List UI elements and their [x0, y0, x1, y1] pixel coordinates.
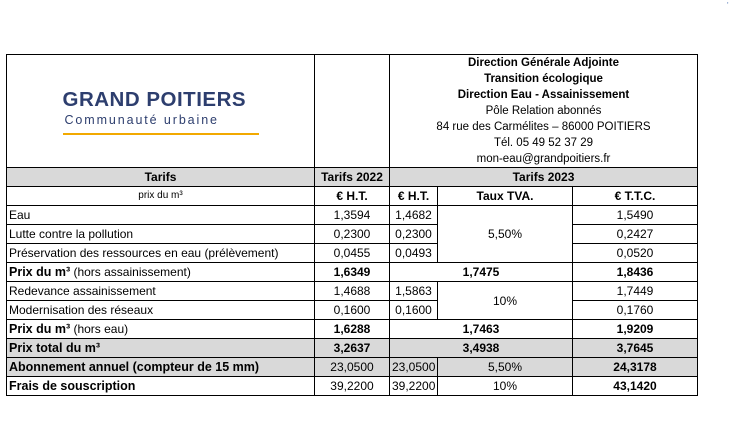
value-ht-2023: 1,4682 — [390, 206, 438, 225]
value-ttc: 1,8436 — [573, 263, 698, 282]
value-ht-2022: 1,6288 — [315, 320, 390, 339]
value-ht-2022: 1,3594 — [315, 206, 390, 225]
row-label: Lutte contre la pollution — [7, 225, 315, 244]
row-label — [7, 320, 315, 339]
logo-underline — [63, 133, 259, 135]
tarifs-header: Tarifs — [7, 168, 315, 187]
value-ht-2023: 0,1600 — [390, 301, 438, 320]
tva-rate-group-1: 5,50% — [438, 206, 573, 263]
total-row — [7, 339, 698, 358]
contact-line-2: Transition écologique — [484, 73, 603, 85]
taux-tva-header: Taux TVA. — [438, 187, 573, 206]
logo-cell — [7, 55, 315, 168]
title-row — [7, 168, 698, 187]
header-row — [7, 55, 698, 168]
value-ht-2022: 0,2300 — [315, 225, 390, 244]
eur-ht-2023-header: € H.T. — [390, 187, 438, 206]
table-row — [7, 301, 698, 320]
value-ht-2022: 1,6349 — [315, 263, 390, 282]
value-ttc: 1,7449 — [573, 282, 698, 301]
tarifs-2022-header: Tarifs 2022 — [315, 168, 390, 187]
subtotal-row — [7, 263, 698, 282]
table-row — [7, 206, 698, 225]
row-label-bold: Prix du m³ — [9, 322, 71, 336]
value-ttc: 24,3178 — [573, 358, 698, 377]
value-ht-2022: 23,0500 — [315, 358, 390, 377]
value-ht-2023: 0,0493 — [390, 244, 438, 263]
value-ht-2023: 0,2300 — [390, 225, 438, 244]
row-label — [7, 263, 315, 282]
value-ttc: 1,9209 — [573, 320, 698, 339]
tva-rate-group-2: 10% — [438, 282, 573, 320]
contact-phone: Tél. 05 49 52 37 29 — [493, 137, 594, 149]
row-label: Prix total du m³ — [7, 339, 315, 358]
logo-name: GRAND POITIERS — [62, 87, 247, 111]
row-label-rest: (hors eau) — [70, 322, 129, 336]
empty-header-cell — [315, 55, 390, 168]
table-row — [7, 358, 698, 377]
value-ttc: 43,1420 — [573, 377, 698, 396]
tva-rate: 10% — [438, 377, 573, 396]
tva-rate: 5,50% — [438, 358, 573, 377]
value-ht-2022: 0,0455 — [315, 244, 390, 263]
subtotal-row — [7, 320, 698, 339]
contact-email[interactable]: mon-eau@grandpoitiers.fr — [476, 153, 611, 165]
value-ht-2023: 1,7463 — [390, 320, 573, 339]
row-label: Frais de souscription — [7, 377, 315, 396]
table-row — [7, 377, 698, 396]
prix-unit-label: prix du m³ — [7, 187, 315, 206]
row-label: Eau — [7, 206, 315, 225]
value-ttc: 0,2427 — [573, 225, 698, 244]
row-label-rest: (hors assainissement) — [70, 265, 191, 279]
row-label: Redevance assainissement — [7, 282, 315, 301]
table-row — [7, 244, 698, 263]
tarifs-2023-header: Tarifs 2023 — [390, 168, 698, 187]
eur-ht-2022-header: € H.T. — [315, 187, 390, 206]
contact-line-4: Pôle Relation abonnés — [485, 105, 602, 117]
table-row — [7, 225, 698, 244]
contact-line-1: Direction Générale Adjointe — [467, 57, 620, 69]
value-ht-2022: 0,1600 — [315, 301, 390, 320]
unit-row — [7, 187, 698, 206]
contact-address: 84 rue des Carmélites – 86000 POITIERS — [436, 121, 651, 133]
value-ht-2023: 23,0500 — [390, 358, 438, 377]
value-ttc: 0,0520 — [573, 244, 698, 263]
value-ttc: 3,7645 — [573, 339, 698, 358]
contact-block — [390, 55, 698, 168]
value-ht-2022: 1,4688 — [315, 282, 390, 301]
logo-subtitle: Communauté urbaine — [64, 112, 219, 127]
value-ht-2023: 3,4938 — [390, 339, 573, 358]
table-row — [7, 282, 698, 301]
value-ht-2022: 3,2637 — [315, 339, 390, 358]
tarifs-table — [6, 54, 698, 396]
value-ht-2022: 39,2200 — [315, 377, 390, 396]
row-label: Abonnement annuel (compteur de 15 mm) — [7, 358, 315, 377]
value-ttc: 1,5490 — [573, 206, 698, 225]
row-label: Modernisation des réseaux — [7, 301, 315, 320]
row-label: Préservation des ressources en eau (prélèvement) — [7, 244, 315, 263]
grand-poitiers-logo — [63, 88, 259, 135]
corner-mark: ' — [727, 1, 729, 10]
contact-line-3: Direction Eau - Assainissement — [457, 89, 630, 101]
value-ttc: 0,1760 — [573, 301, 698, 320]
value-ht-2023: 1,7475 — [390, 263, 573, 282]
value-ht-2023: 1,5863 — [390, 282, 438, 301]
row-label-bold: Prix du m³ — [9, 265, 71, 279]
value-ht-2023: 39,2200 — [390, 377, 438, 396]
eur-ttc-header: € T.T.C. — [573, 187, 698, 206]
